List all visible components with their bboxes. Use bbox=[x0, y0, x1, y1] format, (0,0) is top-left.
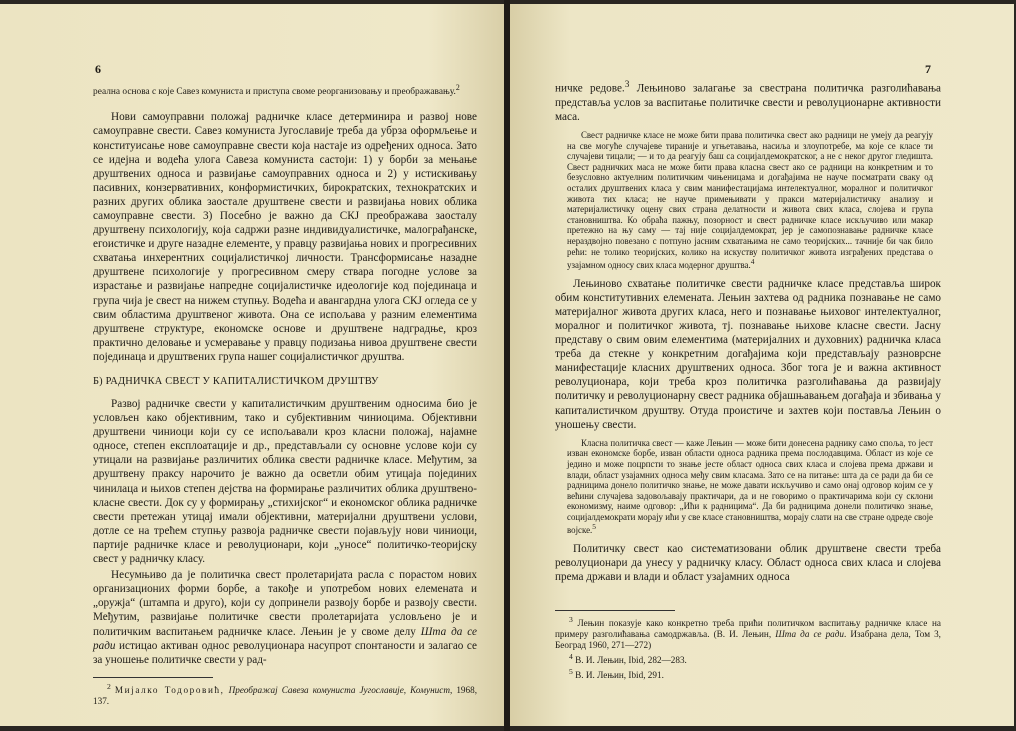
footnote bbox=[555, 666, 941, 681]
book-title: Шта да се ради bbox=[93, 625, 478, 652]
paragraph bbox=[555, 78, 941, 124]
footnote-ref: 2 bbox=[455, 83, 460, 92]
block-quote bbox=[567, 438, 933, 536]
intro-lines bbox=[93, 82, 477, 98]
paragraph: Нови самоуправни положај радничке класе детерминира и развој нове самоуправне свести. Савез комуниста Југославије треба да убрза оформљење и конституисање нове самоуправне свести која настаје из одређених односа. Зато се идејна и водећа улога Савеза комуниста састоји: 1) у борби за мењање друштвених односа и развијање самоуправних односа и 2) у истискивању пасивних, конзервативних, конформистичких, бирократских, технократских и разних других облика заосталe друштвене свести и развијања нових облика самоуправне свести. 3) Посебно је важно да СКЈ преображава заосталу друштвену психологију, која садржи разне индивидуалистичке, малограђанске, егоистичке и друге назадне елементе, у правцу развијања нових и прогресивних схватања инхерентних социјалистичкој личности. Трансформисање назадне друштвене психологије у прогресивном смеру ствара погодне услове за израстање и развијање напредне социјалистичке идеологије код појединаца и група чија је свест на нижем ступњу. Водећа и авангардна улога СКЈ огледа се у свим областима друштвеног живота. Она се испољава у разним елементима друштвене структуре, економске основе и друштвене надградње, кроз практично деловање и усмеравање у правцу подизања нивоа друштвене свести појединаца и друштвених група нашег социјалистичког друштва. bbox=[93, 111, 477, 363]
footnote-title: Шта да се ради bbox=[775, 629, 844, 640]
quote-text: Свест радничке класе не може бити права политичка свест ако радници не умеју да реагују на све могуће случајеве тираније и угњетавања, насиља и злоупотребе, ма које се класе ти случајеви тицали; — и то да реагују баш са социјалдемократског, а не с неког другог гледишта. Свест радничких маса не може бити права класна свест ако се радници на конкретним и то безусловно актуелним политичким чињеницама и догађајима не науче посматрати сваку од осталих друштвених класа у свим манифестацијама интелектуалног, моралног и политичког живота тих класа; не науче примењивати у пракси материјалистичку анализу и материјалистичку оцену свих страна делатности и живота свих класа, слојева и група становништва. Ко обраћа пажњу, позорност и свест радничке класе искључиво или макар претежно на њу саму — тај није социјалдемократ, јер је самопознавање радничке класе нераздвојно повезано с потпуно јасним схватањима не само теоријских... тачније би чак било рећи: не толико теоријских, колико на искуству политичког живота изграђених представа о узајамном односу свих класа модерног друштва. bbox=[567, 130, 933, 271]
footnote-mark: 4 bbox=[569, 652, 573, 662]
left-page bbox=[0, 4, 504, 726]
paragraph-text: ничке редове. bbox=[555, 82, 625, 95]
footnote-text: В. И. Лењин, Ibid, 282—283. bbox=[575, 655, 687, 666]
footnote-rest: , 1968, 137. bbox=[93, 684, 477, 706]
page-number: 6 bbox=[95, 62, 101, 76]
footnote-ref: 3 bbox=[624, 80, 630, 90]
footnote-mark: 3 bbox=[569, 615, 573, 625]
footnote-mark: 5 bbox=[569, 667, 573, 677]
right-page bbox=[510, 4, 1014, 726]
footnote-ref: 5 bbox=[592, 522, 596, 532]
right-text-column bbox=[555, 78, 941, 682]
footnote bbox=[555, 614, 941, 651]
paragraph-text: истицао активан однос револуционара насупрот спонтаности и залагао се за уношење политичке свести у рад- bbox=[93, 639, 477, 666]
footnote-title: Преображај Савеза комуниста Југославије, Комунист bbox=[228, 684, 450, 695]
footnote-rule bbox=[93, 677, 213, 678]
paragraph: Лењиново схватање политичке свести радничке класе представља широк обим конститутивних елемената. Лењин захтева од радника познавање не само материјалног живота других класа, него и познавање њиховог интелектуалног, моралног и политичког живота, тј. познавање њихове класне свести. Јасну представу о свим овим елементима (материјалних и духовних) радничка класа треба да стекне у конкретним догађајима који представљају разноврсне манифестације класних друштвених односа. Због тога је и важна активност револуционара, који треба кроз политичка разголићавања да развијају политичку и револуционарну свест радника објашњавањем догађаја и збивања у капиталистичком друштву. Отуда проистиче и захтев који поставља Лењин о уношењу свести. bbox=[555, 277, 941, 431]
block-quote bbox=[567, 130, 933, 271]
footnote-ref: 4 bbox=[750, 257, 755, 267]
paragraph: Развој радничке свести у капиталистичким друштвеним односима био је условљен како објективним, тако и субјективним чиниоцима. Објективни друштвени чиниоци који су се испољавали кроз класни положај, најамне односе, степен експлоатације и др., представљали су основне услове који су утицали на развијање различитих облика свести радничке класе. Међутим, за друштвену праксу нарочито је важно да осветли обим утицаја појединих чинилаца и њихов степен дејства на формирање различитих облика друштвено-класне свести. Док су у формирању „стихијског“ и економског облика радничке свести претежан утицај имали објективни, материјални друштвени услови, дотле се на трећем ступњу развоја радничке свести појављују нови чиниоци, партије радничке класе и револуционари, који „уносе“ политичко-теоријску свест у радничку класу. bbox=[93, 398, 477, 566]
paragraph bbox=[93, 568, 477, 667]
footnote-text: В. И. Лењин, Ibid, 291. bbox=[575, 670, 664, 681]
paragraph-text: Несумњиво да је политичка свест пролетаријата расла с порастом нових организационих форми борбе, а такође и употребом нових елемената и „оружја“ (штампа и друго), који су допринели развоју борбе и развоју свести. Међутим, развијање политичке свести пролетаријата условљено је и политичким васпитањем радничке класе. Лењин је у своме делу bbox=[93, 569, 477, 638]
footnote-author: Мијалко Тодоровић, bbox=[114, 684, 225, 695]
intro-text: реална основа с које Савез комуниста и приступа своме реорганизовању и преображавању. bbox=[93, 87, 456, 98]
section-heading: Б) РАДНИЧКА СВЕСТ У КАПИТАЛИСТИЧКОМ ДРУШТВУ bbox=[93, 376, 379, 388]
footnote-text: Лењин показује како конкретно треба прићи политичком васпитању радничке класе на примеру разголићавања самодржавља. (В. И. Лењин, bbox=[555, 618, 941, 640]
footnote bbox=[555, 651, 941, 666]
quote-text: Класна политичка свест — каже Лењин — може бити донесена раднику само споља, то јест изван економске борбе, изван области односа радника према послодавцима. Област из које се једино и може поцрпсти то знање јесте област односа свих класа и слојева према држави и влади, област узајамних односа међу свим класама. Зато се на питање: шта да се ради да би се радницима донело политичко знање, не може давати искључиво и само онај одговор којим се у већини случајева задовољавају практичари, да и не говоримо о практичарима који су склони економизму, наиме одговор: „Ићи к радницима“. Да би радницима донели политичко знање, социјалдемократи морају ићи у све класе становништва, морају слати на све стране одреде своје војске. bbox=[567, 437, 933, 536]
left-text-column bbox=[93, 82, 477, 707]
footnote-rule bbox=[555, 610, 675, 611]
paragraph: Политичку свест као систематизовани облик друштвене свести треба револуционари да унесу у радничку класу. Област односа свих класа и слојева према држави и влади и област узајамних односа bbox=[555, 543, 941, 584]
footnote-text: . Изабрана дела, Том 3, Београд 1960, 271—272) bbox=[555, 629, 941, 651]
footnote-mark: 2 bbox=[107, 681, 111, 691]
paragraph-text: Лењиново залагање за свестрана политичка разголићавања представља услов за васпитање политичке свести и револуционарне активности маса. bbox=[555, 82, 941, 123]
page-number: 7 bbox=[925, 62, 931, 76]
footnote bbox=[93, 681, 477, 707]
